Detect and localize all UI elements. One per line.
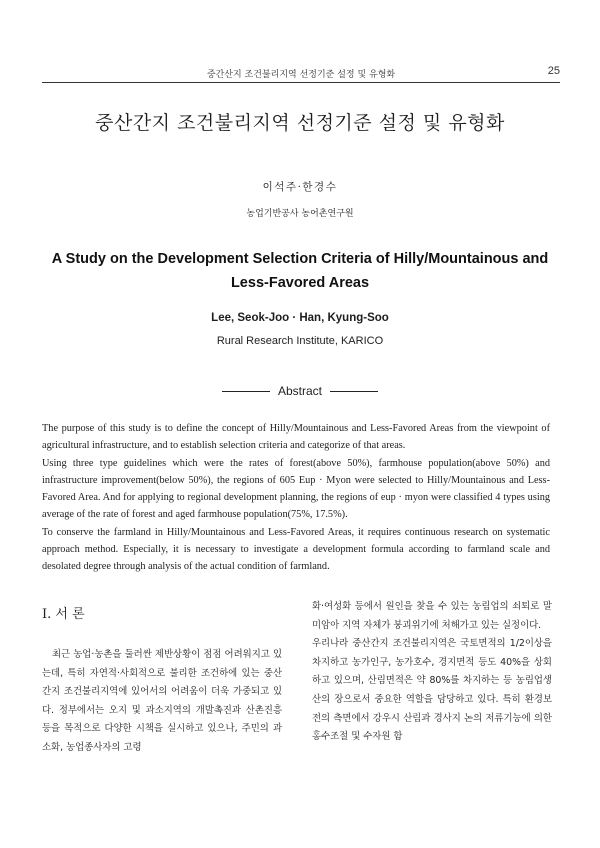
running-header: [42, 65, 560, 83]
abstract-heading: [0, 384, 600, 398]
abstract-label: Abstract: [277, 384, 322, 398]
abstract-rule-right: [330, 391, 378, 392]
english-title: A Study on the Development Selection Criteria of Hilly/Mountainous and Less-Favored Areas: [51, 251, 549, 291]
abstract-paragraph-3: To conserve the farmland in Hilly/Mountainous and Less-Favored Areas, it requires continuous research on systematic approach method. Especially, it is necessary to investigate a development formula according to farmland scale and desolated degree through analysis of the actual condition of farmland.: [42, 526, 550, 573]
running-title: 중간산지 조건불리지역 선정기준 설정 및 유형화: [206, 70, 396, 80]
abstract-body: [42, 420, 550, 576]
english-authors: Lee, Seok-Joo · Han, Kyung-Soo: [211, 312, 389, 324]
korean-authors: 이석주·한경수: [262, 181, 338, 193]
abstract-rule-left: [222, 391, 270, 392]
intro-paragraph-2: 우리나라 중산간지 조건불리지역은 국토면적의 1/2이상을 차지하고 농가인구, 농가호수, 경지면적 등도 40%을 상회하고 있으며, 산림면적은 약 80%를 차지하는 등 농림업생산의 장으로서 중요한 역할을 담당하고 있다. 특히 환경보전의 측면에서 강우시 산림과 경사지 논의 저류기능에 의한 홍수조절 및 수자원 함: [312, 638, 552, 743]
intro-paragraph-1-continued: 화·여성화 등에서 원인을 찾을 수 있는 농림업의 쇠퇴로 말미암아 지역 자체가 붕괴위기에 처해가고 있는 실정이다.: [312, 601, 552, 631]
page-number: 25: [547, 65, 560, 77]
right-column: [312, 598, 552, 747]
abstract-paragraph-1: The purpose of this study is to define the concept of Hilly/Mountainous and Less-Favored Areas from the viewpoint of agricultural infrastructure, and to establish selection criteria and categorize of that areas.: [42, 423, 550, 452]
left-column: [42, 606, 282, 758]
korean-affiliation: 농업기반공사 농어촌연구원: [246, 209, 354, 219]
section-heading-introduction: I. 서 론: [42, 607, 85, 622]
english-affiliation: Rural Research Institute, KARICO: [216, 335, 384, 347]
korean-title: 중산간지 조건불리지역 선정기준 설정 및 유형화: [95, 112, 505, 134]
abstract-paragraph-2: Using three type guidelines which were the rates of forest(above 50%), farmhouse population(above 50%) and infrastructure improvement(below 50%), the regions of 605 Eup · Myon were selected to Hilly/Mountainous and Less-Favored Area. And for applying to regional development planning, the regions of eup · myon were classified 4 types using average of the rate of forest and aged farmhouse population(75%, 17.5%).: [42, 457, 550, 521]
intro-paragraph-1: 최근 농업·농촌을 둘러싼 제반상황이 점점 어려워지고 있는데, 특히 자연적·사회적으로 불리한 조건하에 있는 중산간지 조건불리지역에 있어서의 어려움이 더욱 가중되고 있다. 정부에서는 오지 및 과소지역의 개발촉진과 산촌진흥 등을 목적으로 다양한 시책을 실시하고 있으나, 주민의 과소화, 농업종사자의 고령: [42, 649, 282, 753]
